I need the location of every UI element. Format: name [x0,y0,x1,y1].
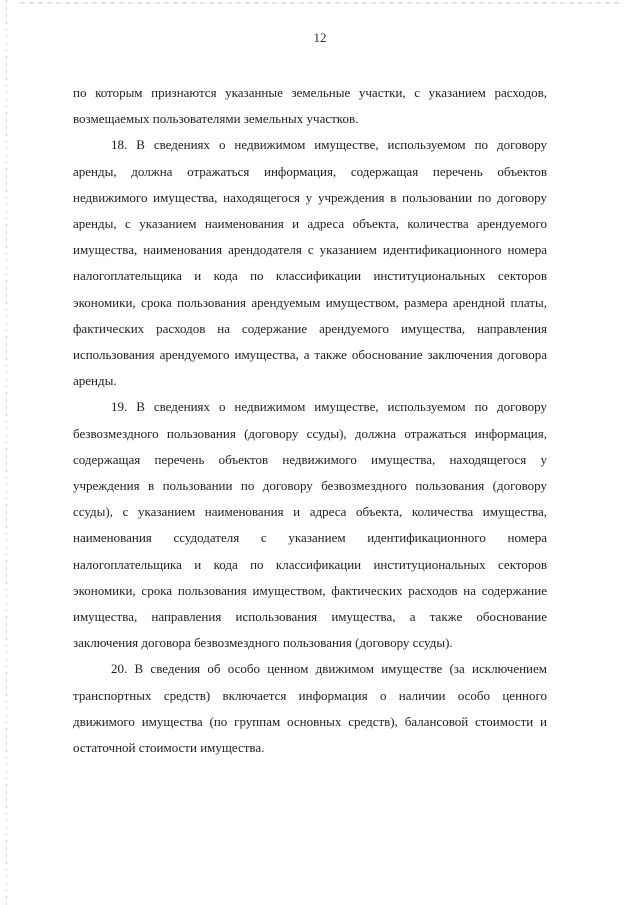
paragraph-19: 19. В сведениях о недвижимом имуществе, используемом по договору безвозмездного пользования (договору ссуды), должна отражаться информация, содержащая перечень объектов недвижимого имущества, находящегося у учреждения в пользовании по договору безвозмездного пользования (договору ссуды), с указанием наименования и адреса объекта, количества имущества, наименования ссудодателя с указанием идентификационного номера налогоплательщика и кода по классификации институциональных секторов экономики, срока пользования имуществом, фактических расходов на содержание имущества, направления использования имущества, а также обоснование заключения договора безвозмездного пользования (договору ссуды). [73,399,547,651]
page-number: 12 [313,30,327,45]
paragraph-18: 18. В сведениях о недвижимом имуществе, используемом по договору аренды, должна отражаться информация, содержащая перечень объектов недвижимого имущества, находящегося у учреждения в пользовании по договору аренды, с указанием наименования и адреса объекта, количества арендуемого имущества, наименования арендодателя с указанием идентификационного номера налогоплательщика и кода по классификации институциональных секторов экономики, срока пользования арендуемым имуществом, размера арендной платы, фактических расходов на содержание арендуемого имущества, направления использования арендуемого имущества, а также обоснование заключения договора аренды. [73,137,547,389]
document-body [73,80,547,761]
paragraph-continuation: по которым признаются указанные земельные участки, с указанием расходов, возмещаемых пользователями земельных участков. [73,85,547,127]
paragraph-20: 20. В сведения об особо ценном движимом имуществе (за исключением транспортных средств) включается информация о наличии особо ценного движимого имущества (по группам основных средств), балансовой стоимости и остаточной стоимости имущества. [73,661,547,756]
scan-edge-left [6,0,7,905]
scan-edge-top [20,2,620,4]
